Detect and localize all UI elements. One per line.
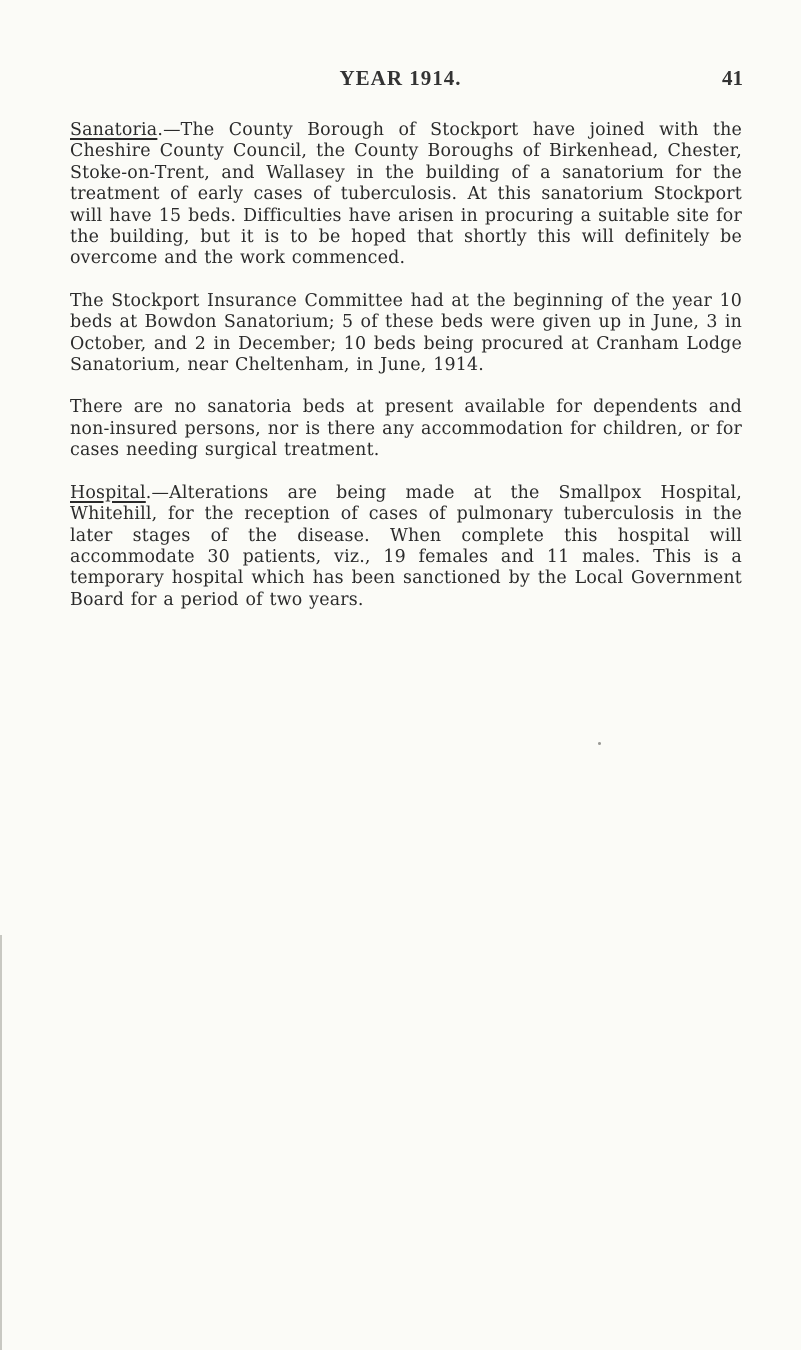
paragraph-insurance-committee: The Stockport Insurance Committee had at the beginning of the year 10 beds at Bowdon Sanatorium; 5 of these beds were given up in June, 3 in October, and 2 in December; 10 beds being procured at Cranham Lodge Sanatorium, near Cheltenham, in June, 1914. xyxy=(70,290,742,376)
hospital-text: .—Alterations are being made at the Smallpox Hospital, Whitehill, for the reception of cases of pulmonary tuberculosis in the later stages of the disease. When complete this hospital will accommodate 30 patients, viz., 19 females and 11 males. This is a temporary hospital which has been sanctioned by the Local Government Board for a period of two years. xyxy=(70,482,742,610)
paragraph-hospital xyxy=(70,483,742,611)
hospital-heading: Hospital xyxy=(70,482,146,503)
sanatoria-text: .—The County Borough of Stockport have joined with the Cheshire County Council, the County Boroughs of Birkenhead, Chester, Stoke-on-Trent, and Wallasey in the building of a sanatorium for the treatment of early cases of tuberculosis. At this sanatorium Stockport will have 15 beds. Difficulties have arisen in procuring a suitable site for the building, but it is to be hoped that shortly this will definitely be overcome and the work commenced. xyxy=(70,120,742,269)
page-number: 41 xyxy=(722,66,743,90)
body-text xyxy=(70,120,742,632)
page-edge-line xyxy=(0,935,2,1350)
sanatoria-heading: Sanatoria xyxy=(70,120,158,140)
paper-speck xyxy=(598,742,601,745)
paragraph-no-beds: There are no sanatoria beds at present available for dependents and non-insured persons, nor is there any accommodation for children, or for cases needing surgical treatment. xyxy=(70,397,742,461)
running-title: YEAR 1914. xyxy=(339,66,462,90)
page-header xyxy=(0,66,801,96)
paragraph-sanatoria xyxy=(70,120,742,270)
